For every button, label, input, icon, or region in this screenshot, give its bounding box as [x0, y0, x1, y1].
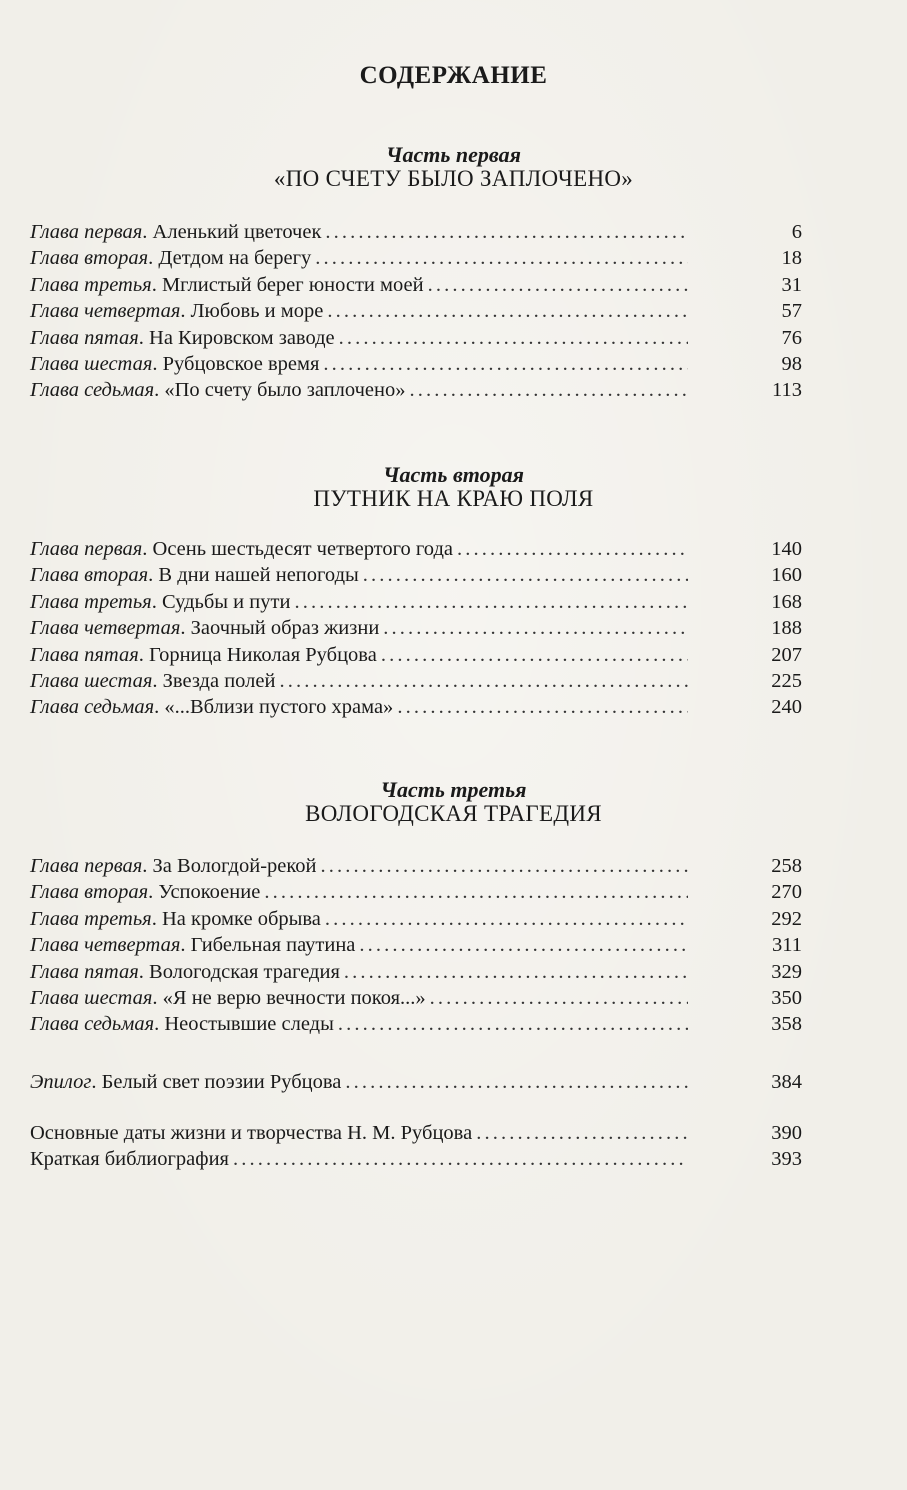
dot-leader	[381, 642, 688, 668]
chapter-prefix: Глава третья	[30, 907, 152, 930]
toc-entry-appendix[interactable]	[30, 1120, 802, 1146]
dot-leader	[321, 853, 688, 879]
chapter-prefix: Глава пятая	[30, 643, 139, 666]
chapter-title: За Вологдой-рекой	[152, 855, 317, 877]
dot-leader	[410, 377, 688, 403]
toc-entry[interactable]: Глава пятая . Вологодская трагедия . . . 329	[30, 959, 802, 985]
appendix-toc	[30, 1120, 802, 1173]
part-1-toc	[30, 219, 802, 404]
chapter-prefix: Глава пятая	[30, 960, 139, 983]
toc-entry[interactable]: Глава четвертая . Гибельная паутина . . . 311	[30, 932, 802, 958]
page-number: 350	[771, 986, 802, 1009]
dot-leader	[325, 906, 688, 932]
toc-entry[interactable]: Глава четвертая . Любовь и море . . . 57	[30, 298, 802, 324]
chapter-prefix: Глава вторая	[30, 247, 149, 270]
dot-leader	[327, 298, 688, 324]
toc-entry[interactable]: Глава седьмая . «По счету было заплочено» . . . 113	[30, 377, 802, 403]
dot-leader	[383, 615, 688, 641]
page-number: 31	[781, 273, 802, 296]
page-number: 270	[771, 881, 802, 904]
dot-leader	[345, 1069, 688, 1095]
appendix-title: Краткая библиография	[30, 1148, 229, 1171]
chapter-title: Детдом на берегу	[158, 247, 312, 270]
page-number: 57	[781, 300, 802, 323]
chapter-title: В дни нашей непогоды	[158, 564, 359, 587]
part-1-title: «ПО СЧЕТУ БЫЛО ЗАПЛОЧЕНО»	[273, 166, 634, 191]
toc-entry[interactable]: Глава вторая . Детдом на берегу . . . 18	[30, 245, 802, 271]
dot-leader	[339, 325, 688, 351]
dot-leader	[294, 589, 688, 615]
dot-leader	[397, 694, 688, 720]
chapter-prefix: Глава шестая	[30, 669, 153, 692]
part-2-label: Часть вторая	[383, 462, 524, 487]
dot-leader	[476, 1120, 688, 1146]
chapter-title: «По счету было заплочено»	[164, 379, 406, 402]
page-number: 113	[772, 379, 802, 402]
chapter-title: Звезда полей	[162, 669, 276, 692]
epilogue-toc	[30, 1069, 802, 1095]
dot-leader	[363, 562, 688, 588]
chapter-title: Вологодская трагедия	[149, 960, 340, 983]
dot-leader	[325, 219, 688, 245]
page-number: 98	[781, 352, 802, 375]
toc-entry[interactable]: Глава третья . На кромке обрыва . . . 292	[30, 906, 802, 932]
page-number: 311	[772, 934, 802, 957]
chapter-title: Осень шестьдесят четвертого года	[152, 538, 453, 560]
page-title: СОДЕРЖАНИЕ	[359, 62, 548, 89]
chapter-title: Неостывшие следы	[164, 1013, 334, 1036]
page-number: 140	[771, 538, 802, 560]
page-number: 6	[791, 221, 802, 243]
chapter-title: Рубцовское время	[162, 352, 320, 375]
page-number: 168	[771, 590, 802, 613]
chapter-title: «Я не верю вечности покоя...»	[162, 986, 426, 1009]
chapter-title: Горница Николая Рубцова	[149, 643, 377, 666]
page-number: 393	[771, 1148, 802, 1171]
epilogue-title: Белый свет поэзии Рубцова	[101, 1071, 342, 1093]
dot-leader	[315, 245, 688, 271]
part-3-toc	[30, 853, 802, 1038]
dot-leader	[279, 668, 688, 694]
chapter-prefix: Глава первая	[30, 855, 143, 877]
dot-leader	[323, 351, 688, 377]
part-2-title: ПУТНИК НА КРАЮ ПОЛЯ	[313, 486, 594, 511]
toc-entry[interactable]: Глава третья . Судьбы и пути . . . 168	[30, 589, 802, 615]
toc-entry[interactable]: Глава шестая . Рубцовское время . . . 98	[30, 351, 802, 377]
toc-entry[interactable]: Глава первая . Аленький цветочек . . . 6	[30, 219, 802, 245]
chapter-title: Судьбы и пути	[161, 590, 291, 613]
page-number: 384	[771, 1071, 802, 1093]
page-number: 329	[771, 960, 802, 983]
dot-leader	[233, 1146, 688, 1172]
chapter-prefix: Глава четвертая	[30, 300, 181, 323]
toc-entry[interactable]: Глава седьмая . Неостывшие следы . . . 358	[30, 1011, 802, 1037]
dot-leader	[457, 536, 688, 562]
part-3-label: Часть третья	[380, 777, 527, 802]
page-number: 225	[771, 669, 802, 692]
toc-entry[interactable]: Глава шестая . «Я не верю вечности покоя...» . . . 350	[30, 985, 802, 1011]
chapter-title: Любовь и море	[190, 300, 324, 323]
epilogue-prefix: Эпилог	[30, 1071, 92, 1093]
chapter-prefix: Глава третья	[30, 590, 152, 613]
chapter-prefix: Глава седьмая	[30, 696, 155, 719]
chapter-prefix: Глава первая	[30, 538, 143, 560]
page-number: 292	[771, 907, 802, 930]
chapter-prefix: Глава первая	[30, 221, 143, 243]
part-2-toc	[30, 536, 802, 721]
appendix-title: Основные даты жизни и творчества Н. М. Рубцова	[30, 1122, 473, 1144]
chapter-title: Заочный образ жизни	[190, 617, 380, 640]
chapter-title: Гибельная паутина	[190, 934, 356, 957]
chapter-title: На кромке обрыва	[161, 907, 321, 930]
toc-entry[interactable]: Глава пятая . Горница Николая Рубцова . . . 207	[30, 642, 802, 668]
dot-leader	[264, 879, 688, 905]
part-3-title: ВОЛОГОДСКАЯ ТРАГЕДИЯ	[305, 801, 602, 826]
page-number: 188	[771, 617, 802, 640]
toc-entry[interactable]: Глава четвертая . Заочный образ жизни . . . 188	[30, 615, 802, 641]
toc-entry[interactable]: Глава первая . За Вологдой-рекой . . . 258	[30, 853, 802, 879]
toc-entry[interactable]: Глава первая . Осень шестьдесят четвертого года . . . 140	[30, 536, 802, 562]
dot-leader	[344, 959, 688, 985]
chapter-prefix: Глава седьмая	[30, 1013, 155, 1036]
page-number: 18	[781, 247, 802, 270]
chapter-prefix: Глава пятая	[30, 326, 139, 349]
chapter-title: На Кировском заводе	[149, 326, 335, 349]
toc-entry-epilogue[interactable]: Эпилог . Белый свет поэзии Рубцова . . . 384	[30, 1069, 802, 1095]
page-number: 207	[771, 643, 802, 666]
dot-leader	[430, 985, 688, 1011]
toc-entry[interactable]: Глава вторая . Успокоение . . . 270	[30, 879, 802, 905]
page-number: 240	[771, 696, 802, 719]
toc-entry-appendix[interactable]	[30, 1146, 802, 1172]
chapter-prefix: Глава шестая	[30, 352, 153, 375]
page-number: 160	[771, 564, 802, 587]
chapter-title: Аленький цветочек	[152, 221, 322, 243]
chapter-prefix: Глава седьмая	[30, 379, 155, 402]
chapter-prefix: Глава вторая	[30, 881, 149, 904]
part-1-label: Часть первая	[386, 142, 521, 167]
page-number: 258	[771, 855, 802, 877]
chapter-title: Успокоение	[158, 881, 261, 904]
chapter-prefix: Глава вторая	[30, 564, 149, 587]
chapter-prefix: Глава третья	[30, 273, 152, 296]
chapter-prefix: Глава шестая	[30, 986, 153, 1009]
toc-entry[interactable]: Глава пятая . На Кировском заводе . . . 76	[30, 325, 802, 351]
dot-leader	[428, 272, 688, 298]
page-number: 358	[771, 1013, 802, 1036]
page-number: 76	[781, 326, 802, 349]
toc-entry[interactable]: Глава седьмая . «...Вблизи пустого храма» . . . 240	[30, 694, 802, 720]
dot-leader	[338, 1011, 688, 1037]
toc-entry[interactable]: Глава третья . Мглистый берег юности моей . . . 31	[30, 272, 802, 298]
dot-leader	[359, 932, 688, 958]
toc-entry[interactable]: Глава вторая . В дни нашей непогоды . . . 160	[30, 562, 802, 588]
chapter-prefix: Глава четвертая	[30, 934, 181, 957]
toc-entry[interactable]: Глава шестая . Звезда полей . . . 225	[30, 668, 802, 694]
page-number: 390	[771, 1122, 802, 1144]
chapter-title: «...Вблизи пустого храма»	[164, 696, 394, 719]
chapter-title: Мглистый берег юности моей	[161, 273, 424, 296]
chapter-prefix: Глава четвертая	[30, 617, 181, 640]
